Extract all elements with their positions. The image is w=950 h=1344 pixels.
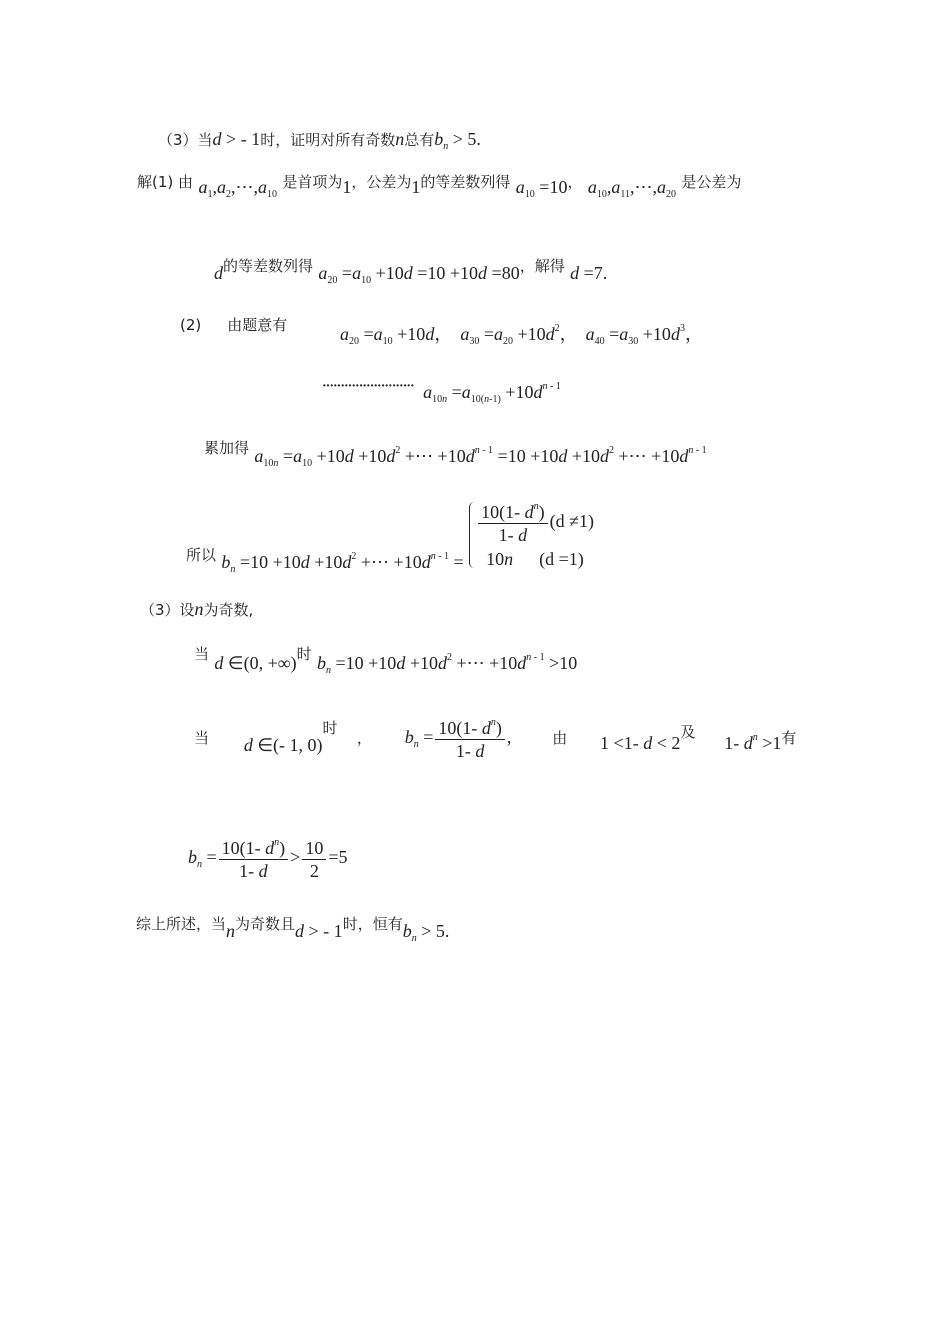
piecewise-brace: $\frac{10(1- d^n)}{1- d}$ (d ≠1) 10n (d =1) <box>469 502 594 568</box>
sol1-line2: d的等差数列得 $a_{20} =a_{10} +10d =10 +10d =80$，解得 d =7. <box>214 257 608 286</box>
sol3-case1: 当 d ∈(0, +∞)时 $b_n =10 +10d +10d^2$ +⋯ $+10d^{n - 1} >10$ <box>194 645 578 676</box>
conclusion: 综上所述，当n为奇数且d > - 1时，恒有$b_n > 5$. <box>136 915 450 944</box>
sol2-recurrences: $a_{20} =a_{10} +10d$， $a_{30} =a_{20} +10d^2$， $a_{40} =a_{30} +10d^3$， <box>340 323 703 347</box>
part3-prompt: （3）当d > - 1时，证明对所有奇数n总有$b_n > 5$. <box>158 129 481 152</box>
sol1-label: 解(1) 由 <box>137 173 194 191</box>
sol1-line1: 解(1) 由 $a_1,a_2,\cdots,a_{10}$ 是首项为1，公差为1的等差数列得 $a_{10} =10$， $a_{10},a_{11},\cdots,a_{20}$ 是公差为 <box>137 173 742 200</box>
sum-line: 累加得 $a_{10n} =a_{10} +10d +10d^2$ +⋯ $+10d^{n - 1} =10 +10d +10d^2$ +⋯ $+10d^{n - 1}$ <box>204 439 707 469</box>
sol3-label-line: （3）设n为奇数, <box>140 599 254 619</box>
part3-mid: 总有 <box>404 131 435 149</box>
cond-d-gt-neg1: d > - 1 <box>212 129 261 149</box>
sol2-dots-line: ························· $a_{10n} =a_{10(n-1)} +10d^{n - 1}$ <box>322 379 561 405</box>
part3-label: （3）当 <box>158 131 213 149</box>
sol3-result: $b_n$ = $\frac{10(1- d^n)}{1- d}$ > $\frac{10}{2}$ =5 <box>188 837 348 881</box>
bn-gt-5: $b_n > 5$ <box>434 129 477 152</box>
sol3-case2: 当 d ∈(- 1, 0)时 ， $b_n$ = $\frac{10(1- d^n)}{1- d}$ , 由 1 <1- d < 2及 1- $d^n >1$有 <box>194 717 797 761</box>
sol2-label-line: (2) 由题意有 <box>180 316 288 334</box>
part3-cond: 时，证明对所有奇数 <box>260 131 396 149</box>
bn-piecewise: 所以 $b_n =10 +10d +10d^2$ +⋯ $+10d^{n - 1}$ = $\frac{10(1- d^n)}{1- d}$ (d ≠1) 10n (d =1) <box>186 501 594 575</box>
